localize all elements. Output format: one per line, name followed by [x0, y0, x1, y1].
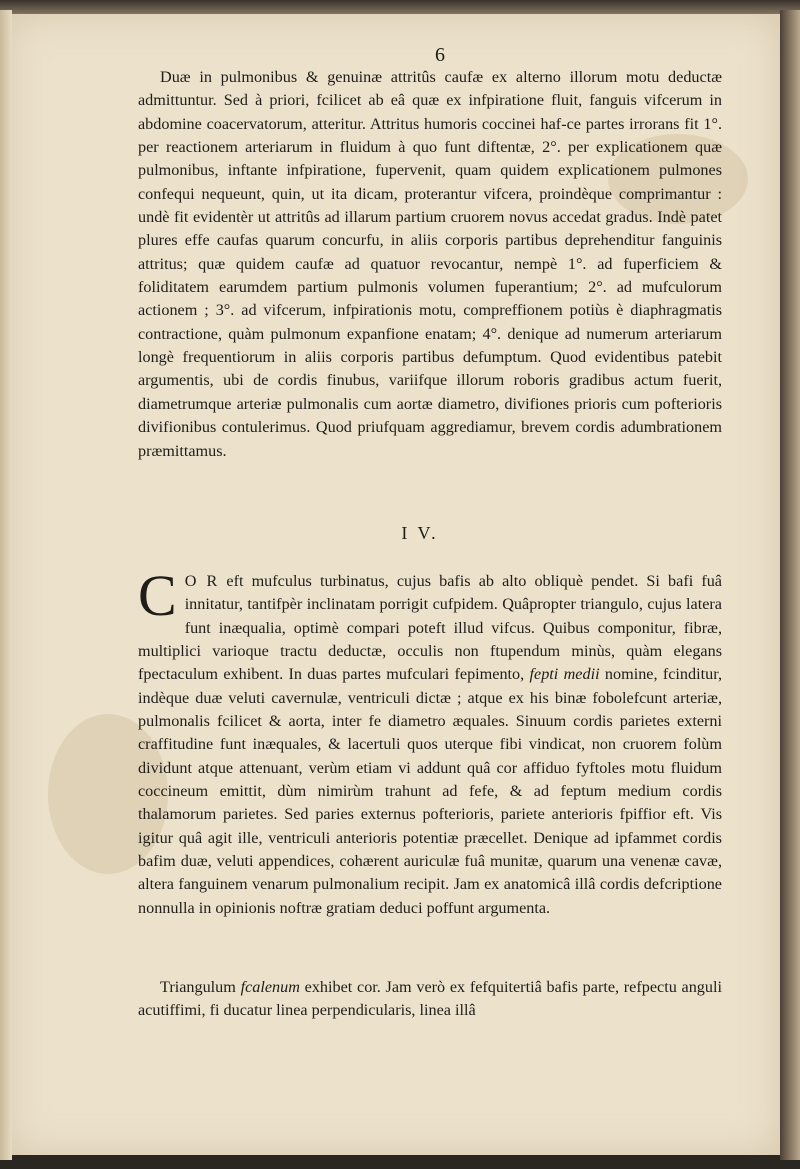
- page-left-edge: [0, 10, 12, 1160]
- paragraph-1: Duæ in pulmonibus & genuinæ attritûs caufæ ex alterno illorum motu deductæ admittuntur. Sed à priori, fcilicet ab eâ quæ ex infpiratione fluit, fanguis vifcerum in abdomine coacervatorum, atteritur. Attritus humoris coccinei haf-ce partes irrorans fit 1°. per reactionem arteriarum in fluidum à quo funt diftentæ, 2°. per explicationem quæ pulmonibus, inftante infpiratione, fupervenit, quam quidem explicationem pulmones confequi nequeunt, quin, ut ita dicam, proterantur vifcera, proindèque comprimantur : undè fit evidentèr ut attritûs ad illarum partium cruorem novus accedat gradus. Indè patet plures effe caufas quarum concurfu, in aliis corporis partibus deprehenditur fanguinis attritus; quæ quidem caufæ ad quatuor revocantur, nempè 1°. ad fuperficiem & foliditatem earumdem partium pulmonis volumen fuperantium; 2°. ad mufculorum actionem ; 3°. ad vifcerum, infpirationis motu, compreffionem potiùs è diaphragmatis contractione, quàm pulmonum expanfione enatam; 4°. denique ad numerum arteriarum longè frequentiorum in aliis corporis partibus defumptum. Quod evidentibus patebit argumentis, ubi de cordis finubus, variifque illorum roboris gradibus actum fuerit, diametrumque arteriæ pulmonalis cum aortæ diametro, divifiones prioris cum pofterioris divifionibus contulerimus. Quod priufquam aggrediamur, brevem cordis adumbrationem præmittamus.: [138, 68, 722, 460]
- paragraph-2-italic: fepti medii: [529, 665, 600, 684]
- paragraph-2-text-b: nomine, fcinditur, indèque duæ veluti cavernulæ, ventriculi dictæ ; atque ex his binæ fobolefcunt arteriæ, pulmonalis fcilicet & aorta, inter fe diametro æquales. Sinuum cordis parietes externi craffitudine funt inæquales, & lacertuli quos uterque fibi vindicat, non cruorem folùm dividunt atque attenuant, verùm etiam vi addunt quâ cor affiduo fyftoles motu fluidum coccineum emittit, dùm nimirùm trahunt ad fefe, & ad feptum medium cordis thalamorum parietes. Sed paries externus pofterioris, pariete anterioris fpiffior eft. Vis igitur quâ agit ille, ventriculi anterioris potentiæ præcellet. Denique ad ipfammet cordis bafim duæ, veluti appendices, cohærent auriculæ fuâ munitæ, quarum una venenæ cavæ, altera fanguinem venarum pulmonalium recipit. Jam ex anatomicâ illâ cordis defcriptione nonnulla in opinionis noftræ gratiam deduci poffunt argumenta.: [138, 665, 722, 917]
- paragraph-2-text-a: eft mufculus turbinatus, cujus bafis ab alto obliquè pendet. Si bafi fuâ innitatur, tantifpèr inclinatam porrigit cufpidem. Quâpropter triangulo, cujus latera funt inæqualia, optimè compari poteft illud vifcus. Quibus componitur, fibræ, multiplici varioque tractu deductæ, occulis non ftupendum minùs, quàm elegans fpectaculum exhibent. In duas partes mufculari fepimento,: [138, 572, 722, 684]
- paragraph-2: [138, 563, 722, 920]
- book-right-edge: [780, 10, 800, 1160]
- paragraph-3-text-a: Triangulum: [160, 978, 241, 996]
- drop-cap: C: [138, 563, 177, 628]
- page-number: 6: [435, 44, 445, 66]
- paragraph-3: [138, 976, 722, 1023]
- opening-caps: O R: [184, 572, 219, 590]
- paragraph-3-text-b: exhibet cor. Jam verò ex fefquitertiâ bafis parte, refpectu anguli acutiffimi, fi ducatur linea perpendicularis, linea illâ: [138, 978, 722, 1020]
- section-heading: I V.: [401, 523, 439, 543]
- paragraph-3-italic: fcalenum: [240, 978, 300, 996]
